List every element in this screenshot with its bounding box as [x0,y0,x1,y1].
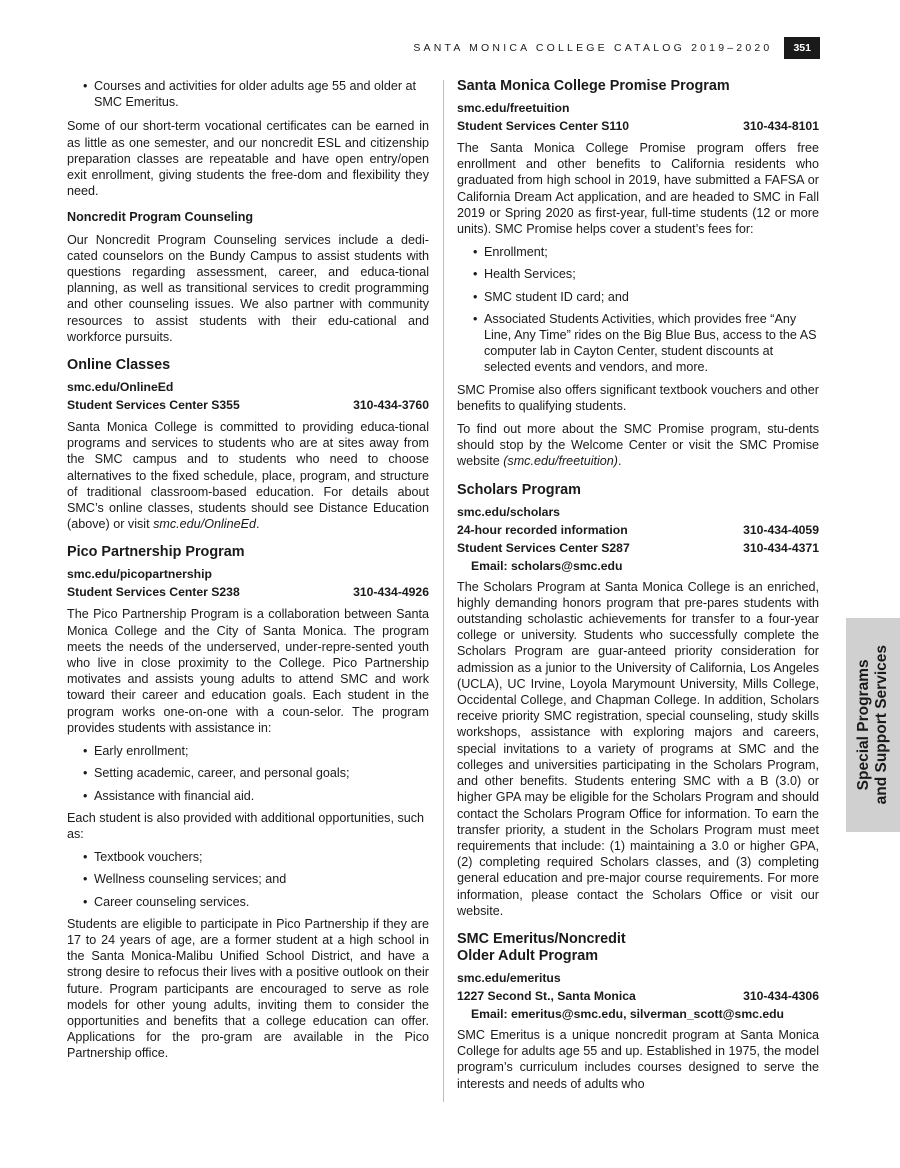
scholars-contact [457,539,819,557]
list-item: • Early enrollment; [67,743,429,759]
online-classes-heading: Online Classes [67,357,171,374]
list-item: • Setting academic, career, and personal goals; [67,765,429,781]
catalog-title: SANTA MONICA COLLEGE CATALOG 2019–2020 [413,42,773,54]
pico-paragraph-3: Students are eligible to participate in Pico Partnership if they are 17 to 24 years of age, are a former student at a high school in the Santa Monica-Malibu Unified School District, and have a strong desire to refocus their lives with a positive outlook on their future. Program participants are encouraged to serve as role models for other young adults, inviting them to consider the opportunities and benefits that a college education can offer. Applications for the pro-gram are available in the Pico Partnership office. [67,916,429,1061]
page-header [413,36,820,60]
list-item: • Associated Students Activities, which provides free “Any Line, Any Time” rides on the Big Blue Bus, access to the AS computer lab in Cayton Center, student discounts at selected events and vendors, and more. [457,311,819,376]
online-classes-link: smc.edu/OnlineEd [153,517,256,532]
promise-heading: Santa Monica College Promise Program [457,78,730,94]
promise-paragraph-2: SMC Promise also offers significant textbook vouchers and other benefits to qualifying students. [457,382,819,413]
emeritus-contact [457,987,819,1005]
pico-paragraph-1: The Pico Partnership Program is a collaboration between Santa Monica College and the City of Santa Monica. The program meets the needs of the underserved, under-repre-sented youth who live in close proximity to the College. Pico Partnership motivates and assists young adults to attend SMC and work toward their career and education goals. Each student in the program works one-on-one with a coun-selor. The program provides students with assistance in: [67,607,429,735]
list-item: • Career counseling services. [67,894,429,910]
list-item: • Textbook vouchers; [67,849,429,865]
pico-paragraph-2: Each student is also provided with additional opportunities, such as: [67,810,425,841]
promise-url: smc.edu/freetuition [457,101,570,115]
pico-contact [67,583,429,601]
right-column [457,78,819,1099]
online-classes-phone: 310-434-3760 [353,398,429,413]
online-classes-paragraph [67,419,429,532]
emeritus-heading-line-1: SMC Emeritus/Noncredit [457,930,626,947]
intro-paragraph: Some of our short-term vocational certificates can be earned in as little as one semester, and our noncredit ESL and citizenship preparation classes are repeatable and have open entry/open exit enrollment, giving students the free-dom and flexibility they need. [67,119,429,199]
online-classes-url: smc.edu/OnlineEd [67,380,174,395]
scholars-recorded-info [457,521,819,539]
emeritus-heading-line-2: Older Adult Program [457,947,598,964]
emeritus-email: Email: emeritus@smc.edu, silverman_scott@smc.edu [471,1006,785,1021]
scholars-heading: Scholars Program [457,481,581,498]
pico-phone: 310-434-4926 [353,585,429,600]
list-item: • Assistance with financial aid. [67,788,429,804]
scholars-recorded-phone: 310-434-4059 [743,522,819,537]
list-item: • Enrollment; [457,244,819,260]
scholars-email: Email: scholars@smc.edu [471,558,623,573]
side-tab-label [855,645,891,804]
emeritus-paragraph: SMC Emeritus is a unique noncredit program at Santa Monica College for adults age 55 and up. Established in 1975, the model program’s curriculum includes courses designed to serve the interests and needs of adults who [457,1027,819,1091]
emeritus-heading [457,931,819,965]
list-item: • SMC student ID card; and [457,289,819,305]
list-item: • Wellness counseling services; and [67,871,429,887]
pico-location: Student Services Center S238 [67,585,240,600]
counseling-paragraph: Our Noncredit Program Counseling services include a dedi-cated counselors on the Bundy Campus to assist students with questions regarding assessment, career, and educa-tional planning, as well as transitional services to credit programming and other counseling issues. We also partner with community resources to assist students with their edu-cational and workforce pursuits. [67,232,429,344]
top-bullet-list [67,78,429,110]
promise-contact [457,117,819,135]
list-item: • Health Services; [457,266,819,282]
promise-phone: 310-434-8101 [743,119,819,133]
online-classes-location: Student Services Center S355 [67,398,240,413]
side-tab-line-2: and Support Services [873,645,890,805]
online-classes-contact [67,396,429,414]
promise-location: Student Services Center S110 [457,119,630,133]
counseling-heading: Noncredit Program Counseling [67,210,254,225]
column-divider [443,80,444,1102]
left-column [67,78,429,1069]
scholars-phone: 310-434-4371 [743,540,819,555]
scholars-url: smc.edu/scholars [457,504,560,519]
side-tab-line-1: Special Programs [855,659,872,791]
pico-bullets-2 [67,849,429,910]
promise-text-end: . [618,454,622,469]
pico-heading: Pico Partnership Program [67,544,245,561]
emeritus-phone: 310-434-4306 [743,988,819,1003]
promise-paragraph-1: The Santa Monica College Promise program offers free enrollment and other benefits to California residents who graduated from high school in 2019, have submitted a FAFSA or California Dream Act application, and are headed to SMC in Fall 2019 or Spring 2020 as first-year, full-time students (12 or more units). SMC Promise helps cover a student’s fees for: [457,141,819,237]
promise-paragraph-3 [457,421,819,470]
pico-bullets-1 [67,743,429,804]
scholars-recorded-label: 24-hour recorded information [457,522,628,537]
scholars-location: Student Services Center S287 [457,540,630,555]
emeritus-location: 1227 Second St., Santa Monica [457,988,636,1003]
online-classes-text-end: . [256,517,260,532]
pico-url: smc.edu/picopartnership [67,567,212,582]
section-side-tab [846,618,900,832]
promise-bullets [457,244,819,375]
promise-link: (smc.edu/freetuition) [503,454,618,469]
online-classes-text: Santa Monica College is committed to providing educa-tional programs and services to students who are at sites away from the SMC campus and to students who need to choose alternatives to the fixed schedule, place, program, and structure of traditional classroom-based education. For details about SMC’s online classes, students should see Distance Education (above) or visit [67,420,429,532]
list-item: • Courses and activities for older adults age 55 and older at SMC Emeritus. [67,78,429,110]
page-number: 351 [784,37,820,59]
promise-text: To find out more about the SMC Promise program, stu-dents should stop by the Welcome Center or visit the SMC Promise website [457,422,819,469]
scholars-paragraph: The Scholars Program at Santa Monica College is an enriched, highly demanding honors program that pre-pares students with outstanding scholastic achievements for transfer to a four-year college or university. Students who successfully complete the Scholars Program are guar-anteed priority consideration for admission as a junior to the University of California, Los Angeles (UCLA), UC Irvine, Loyola Marymount University, Mills College, Occidental College, and Chapman College. In addition, Scholars receive priority SMC registration, special counseling, study skills workshops, assistance with exploring majors and careers, special invitations to a variety of programs at SMC and the colleges and universities participating in the Scholars Program, and other benefits. Students entering SMC with a B (3.0) or higher GPA may be eligible for the Scholars Program and should contact the Scholars Program Office for information. To earn the transfer priority, a student in the Scholars Program must meet requirements that include: (1) maintaining a 3.0 or higher GPA, (2) completing required Scholars classes, and (3) completing general education and pre-major course requirements. For more information, please contact the Scholars Office or visit our website. [457,579,819,918]
emeritus-url: smc.edu/emeritus [457,970,561,985]
